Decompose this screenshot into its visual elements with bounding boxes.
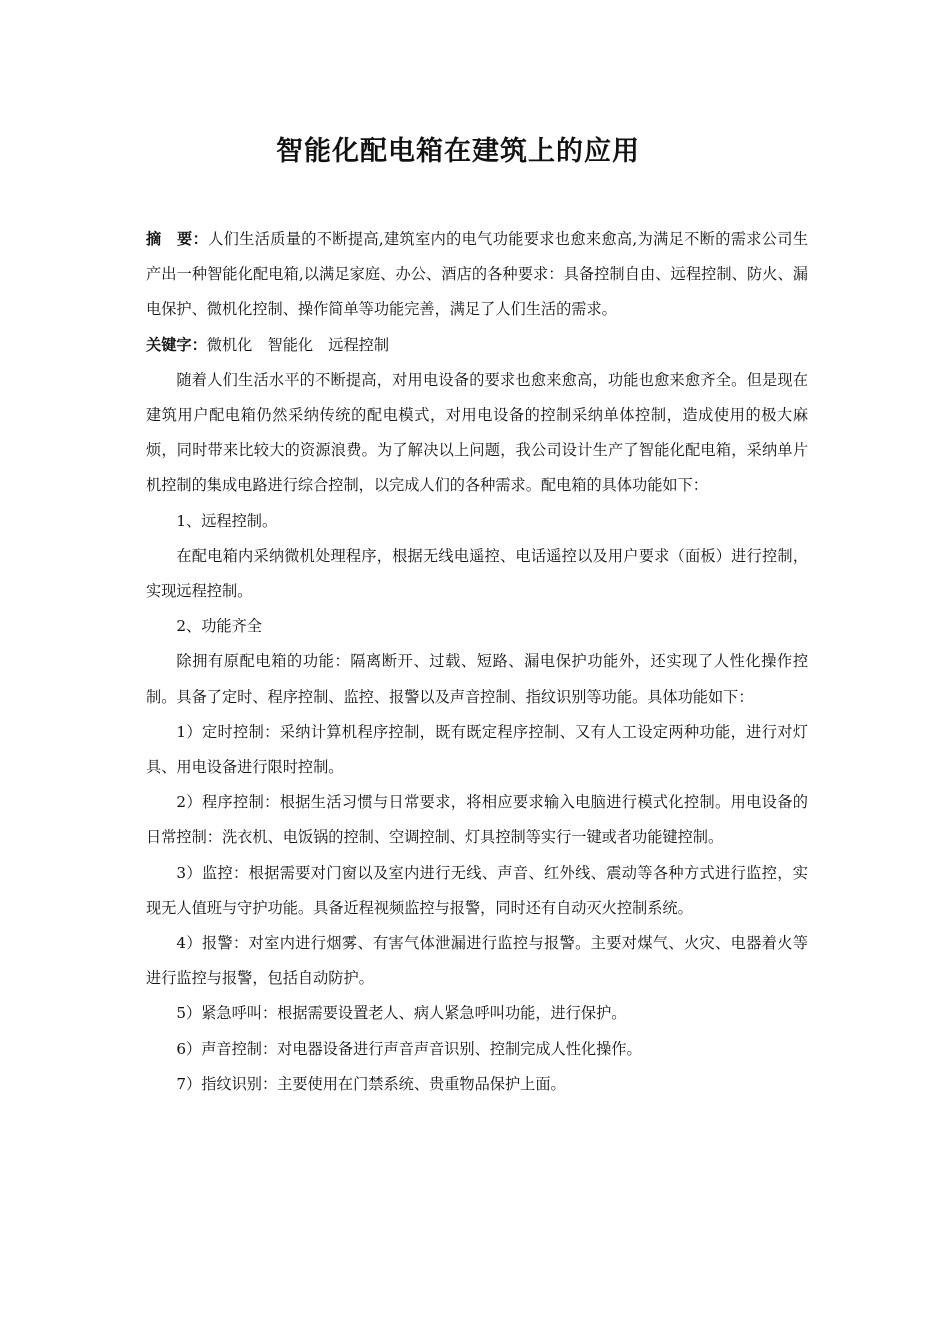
abstract-label: 摘 要： (146, 230, 209, 248)
keywords-paragraph (146, 328, 808, 363)
section2-heading: 2、功能齐全 (176, 617, 262, 636)
intro-paragraph: 随着人们生活水平的不断提高，对用电设备的要求也愈来愈高，功能也愈来愈齐全。但是现在建筑用户配电箱仍然采纳传统的配电模式，对用电设备的控制采纳单体控制，造成使用的极大麻烦，同时带来比较大的资源浪费。为了解决以上问题，我公司设计生产了智能化配电箱，采纳单片机控制的集成电路进行综合控制，以完成人们的各种需求。配电箱的具体功能如下： (146, 370, 808, 495)
keywords-label: 关键字： (146, 335, 207, 354)
list-item: 6）声音控制：对电器设备进行声音声音识别、控制完成人性化操作。 (176, 1039, 642, 1058)
list-item: 4）报警：对室内进行烟雾、有害气体泄漏进行监控与报警。主要对煤气、火灾、电器着火等进行监控与报警，包括自动防护。 (146, 934, 808, 988)
list-item: 1）定时控制：采纳计算机程序控制，既有既定程序控制、又有人工设定两种功能，进行对灯具、用电设备进行限时控制。 (146, 722, 808, 777)
abstract-paragraph (146, 222, 808, 328)
list-item: 3）监控：根据需要对门窗以及室内进行无线、声音、红外线、震动等各种方式进行监控，实现无人值班与守护功能。具备近程视频监控与报警，同时还有自动灭火控制系统。 (146, 863, 808, 917)
section2-text: 除拥有原配电箱的功能：隔离断开、过载、短路、漏电保护功能外，还实现了人性化操作控制。具备了定时、程序控制、监控、报警以及声音控制、指纹识别等功能。具体功能如下： (146, 652, 808, 706)
list-item: 2）程序控制：根据生活习惯与日常要求，将相应要求输入电脑进行模式化控制。用电设备的日常控制：洗衣机、电饭锅的控制、空调控制、灯具控制等实行一键或者功能键控制。 (146, 793, 808, 847)
page-title: 智能化配电箱在建筑上的应用 (276, 136, 640, 167)
list-item: 7）指纹识别：主要使用在门禁系统、贵重物品保护上面。 (176, 1074, 566, 1093)
section1-heading: 1、远程控制。 (176, 511, 278, 530)
list-item: 5）紧急呼叫：根据需要设置老人、病人紧急呼叫功能，进行保护。 (176, 1004, 627, 1023)
abstract-text: 人们生活质量的不断提高,建筑室内的电气功能要求也愈来愈高,为满足不断的需求公司生产出一种智能化配电箱,以满足家庭、办公、酒店的各种要求：具备控制自由、远程控制、防火、漏电保护、微机化控制、操作简单等功能完善，满足了人们生活的需求。 (146, 230, 809, 319)
keywords-text: 微机化 智能化 远程控制 (206, 335, 389, 354)
section1-text: 在配电箱内采纳微机处理程序，根据无线电遥控、电话遥控以及用户要求（面板）进行控制，实现远程控制。 (146, 546, 808, 601)
document-body (146, 222, 808, 1102)
